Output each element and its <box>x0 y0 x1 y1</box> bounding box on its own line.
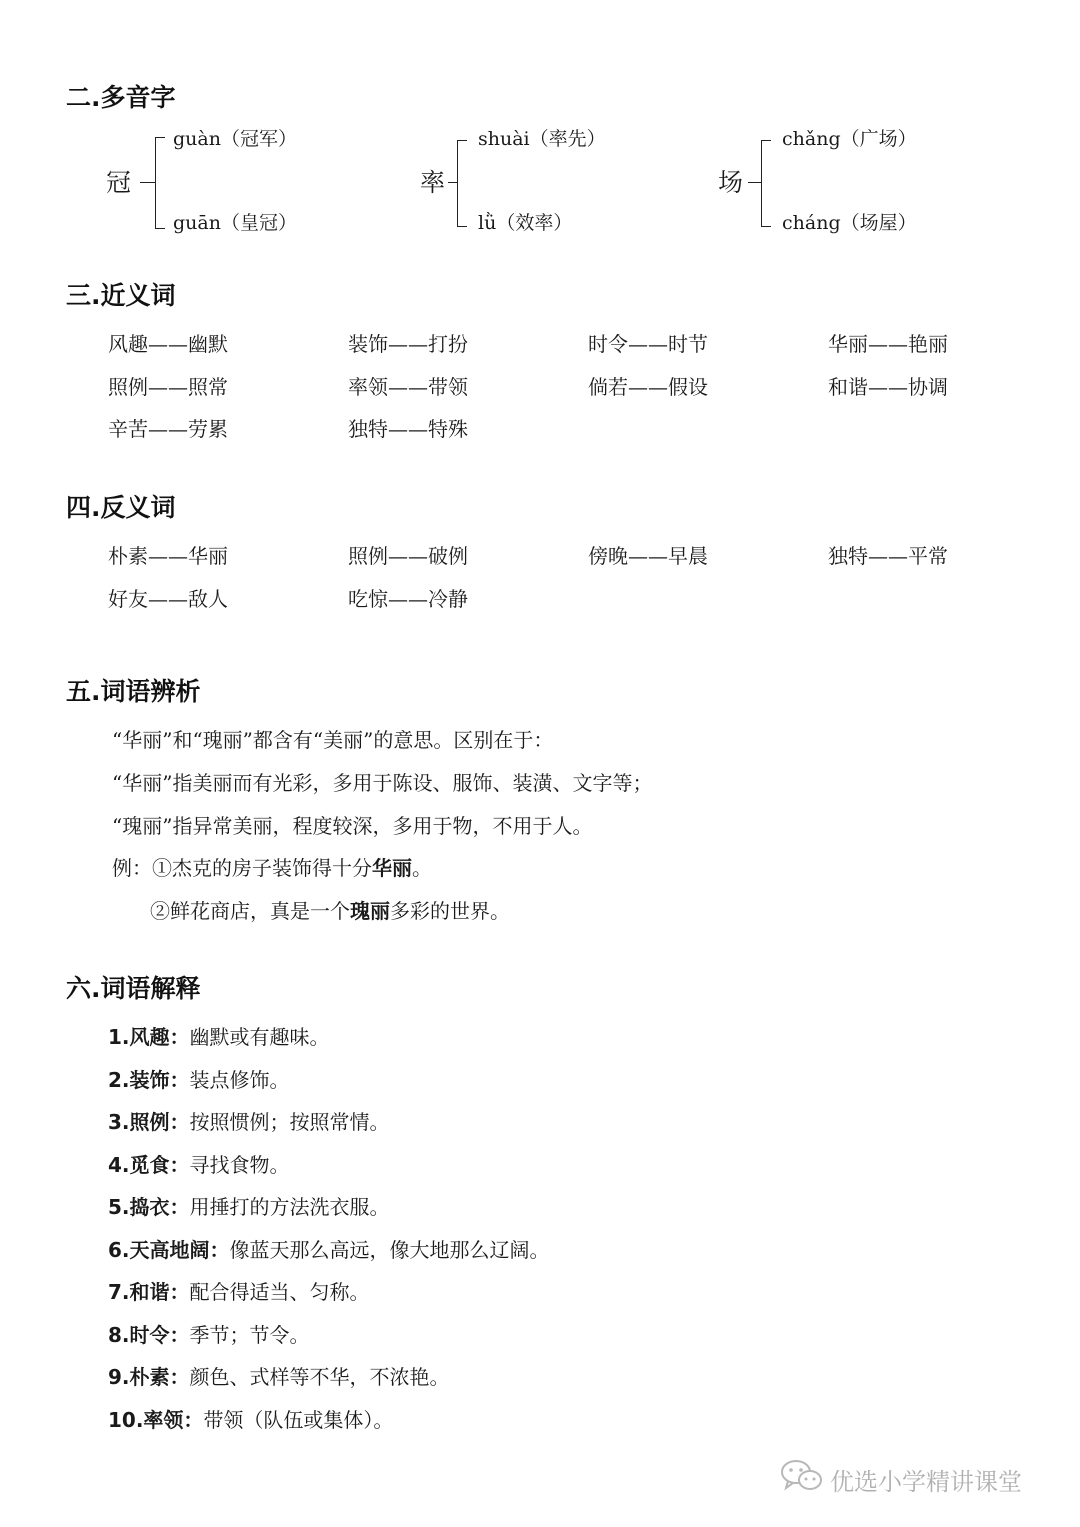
wechat-icon <box>780 1458 824 1494</box>
bracket-line <box>457 226 467 227</box>
definition-text: 颜色、式样等不华，不浓艳。 <box>189 1365 450 1389</box>
bracket-line <box>140 182 156 183</box>
definition-item <box>108 1191 390 1220</box>
definition-text: 寻找食物。 <box>189 1153 290 1177</box>
definition-item <box>108 1149 290 1178</box>
definition-text: 季节；节令。 <box>189 1323 310 1347</box>
bracket-line <box>155 137 165 138</box>
analysis-paragraph: “华丽”指美丽而有光彩，多用于陈设、服饰、装潢、文字等； <box>112 771 653 795</box>
definition-text: 幽默或有趣味。 <box>189 1025 330 1049</box>
bracket-line <box>761 140 771 141</box>
definition-term: 2.装饰： <box>108 1068 190 1092</box>
definition-text: 用捶打的方法洗衣服。 <box>189 1195 390 1219</box>
section-title-antonyms: 四.反义词 <box>66 493 176 522</box>
analysis-paragraph: “华丽”和“瑰丽”都含有“美丽”的意思。区别在于： <box>112 728 554 752</box>
definition-text: 装点修饰。 <box>189 1068 290 1092</box>
synonym-pair: 辛苦——劳累 <box>108 417 228 441</box>
definition-term: 3.照例： <box>108 1110 190 1134</box>
definition-item <box>108 1234 550 1263</box>
section-title-synonyms: 三.近义词 <box>66 281 176 310</box>
definition-term: 8.时令： <box>108 1323 190 1347</box>
definition-text: 带领（队伍或集体）。 <box>203 1408 394 1432</box>
example-keyword: 瑰丽 <box>350 899 390 923</box>
definition-term: 5.捣衣： <box>108 1195 190 1219</box>
bracket-line <box>457 140 467 141</box>
definition-item <box>108 1064 290 1093</box>
example-sentence <box>150 895 510 924</box>
definition-item <box>108 1319 310 1348</box>
antonym-pair: 傍晚——早晨 <box>588 544 708 568</box>
synonym-pair: 率领——带领 <box>348 375 468 399</box>
polyphone-reading: shuài（率先） <box>478 128 606 150</box>
definition-item <box>108 1276 370 1305</box>
definition-item <box>108 1361 450 1390</box>
synonym-pair: 华丽——艳丽 <box>828 332 948 356</box>
definition-item <box>108 1106 390 1135</box>
synonym-pair: 时令——时节 <box>588 332 708 356</box>
antonym-pair: 吃惊——冷静 <box>348 587 468 611</box>
bracket-line <box>155 228 165 229</box>
bracket-line <box>155 137 156 228</box>
synonym-pair: 风趣——幽默 <box>108 332 228 356</box>
polyphone-reading: lǜ（效率） <box>478 212 573 234</box>
bracket-line <box>761 140 762 226</box>
antonym-pair: 好友——敌人 <box>108 587 228 611</box>
polyphone-char: 冠 <box>106 168 132 197</box>
section-title-word-analysis: 五.词语辨析 <box>66 677 201 706</box>
polyphone-reading: cháng（场屋） <box>782 212 917 234</box>
polyphone-char: 场 <box>718 168 744 197</box>
example-text: 例：①杰克的房子装饰得十分 <box>112 856 372 880</box>
watermark-text: 优选小学精讲课堂 <box>830 1468 1022 1496</box>
definition-text: 按照惯例；按照常情。 <box>189 1110 390 1134</box>
synonym-pair: 独特——特殊 <box>348 417 468 441</box>
definition-text: 像蓝天那么高远，像大地那么辽阔。 <box>229 1238 550 1262</box>
synonym-pair: 倘若——假设 <box>588 375 708 399</box>
synonym-pair: 照例——照常 <box>108 375 228 399</box>
example-text: 。 <box>412 856 432 880</box>
example-text: 多彩的世界。 <box>390 899 510 923</box>
example-sentence <box>112 852 432 881</box>
synonym-pair: 装饰——打扮 <box>348 332 468 356</box>
synonym-pair: 和谐——协调 <box>828 375 948 399</box>
definition-item <box>108 1404 393 1433</box>
definition-item <box>108 1021 330 1050</box>
polyphone-reading: chǎng（广场） <box>782 128 917 150</box>
example-keyword: 华丽 <box>372 856 412 880</box>
analysis-paragraph: “瑰丽”指异常美丽，程度较深，多用于物，不用于人。 <box>112 814 593 838</box>
bracket-line <box>748 182 762 183</box>
section-title-polyphones: 二.多音字 <box>66 83 176 112</box>
antonym-pair: 照例——破例 <box>348 544 468 568</box>
definition-term: 10.率领： <box>108 1408 204 1432</box>
polyphone-reading: guàn（冠军） <box>173 128 297 150</box>
definition-term: 4.觅食： <box>108 1153 190 1177</box>
bracket-line <box>761 226 771 227</box>
polyphone-char: 率 <box>420 168 446 197</box>
bracket-line <box>457 140 458 226</box>
example-text: ②鲜花商店，真是一个 <box>150 899 350 923</box>
definition-term: 6.天高地阔： <box>108 1238 230 1262</box>
definition-term: 9.朴素： <box>108 1365 190 1389</box>
definition-term: 1.风趣： <box>108 1025 190 1049</box>
section-title-word-definitions: 六.词语解释 <box>66 974 201 1003</box>
definition-text: 配合得适当、匀称。 <box>189 1280 370 1304</box>
definition-term: 7.和谐： <box>108 1280 190 1304</box>
polyphone-reading: guān（皇冠） <box>173 212 297 234</box>
antonym-pair: 独特——平常 <box>828 544 948 568</box>
antonym-pair: 朴素——华丽 <box>108 544 228 568</box>
